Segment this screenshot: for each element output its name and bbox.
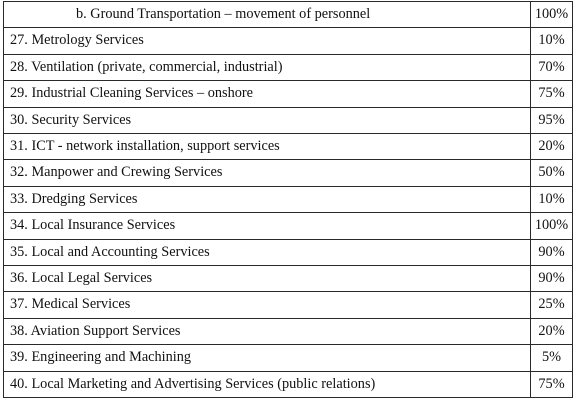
service-percentage: 75% bbox=[531, 81, 573, 107]
table-row bbox=[4, 160, 573, 186]
service-percentage: 5% bbox=[531, 345, 573, 371]
service-name: 39. Engineering and Machining bbox=[4, 345, 531, 371]
service-percentage: 25% bbox=[531, 292, 573, 318]
services-table bbox=[3, 1, 573, 398]
service-percentage: 100% bbox=[531, 2, 573, 28]
service-percentage: 100% bbox=[531, 213, 573, 239]
service-name: 27. Metrology Services bbox=[4, 28, 531, 54]
service-name: 32. Manpower and Crewing Services bbox=[4, 160, 531, 186]
service-percentage: 95% bbox=[531, 107, 573, 133]
table-row bbox=[4, 345, 573, 371]
service-name: 30. Security Services bbox=[4, 107, 531, 133]
service-name: 29. Industrial Cleaning Services – onshore bbox=[4, 81, 531, 107]
service-percentage: 10% bbox=[531, 28, 573, 54]
table-row bbox=[4, 213, 573, 239]
service-percentage: 10% bbox=[531, 186, 573, 212]
service-name: 35. Local and Accounting Services bbox=[4, 239, 531, 265]
service-percentage: 20% bbox=[531, 134, 573, 160]
table-row bbox=[4, 2, 573, 28]
service-name: 34. Local Insurance Services bbox=[4, 213, 531, 239]
table-row bbox=[4, 81, 573, 107]
service-name: b. Ground Transportation – movement of personnel bbox=[4, 2, 531, 28]
service-percentage: 20% bbox=[531, 318, 573, 344]
service-name: 38. Aviation Support Services bbox=[4, 318, 531, 344]
service-name: 28. Ventilation (private, commercial, industrial) bbox=[4, 54, 531, 80]
service-percentage: 50% bbox=[531, 160, 573, 186]
table-row bbox=[4, 186, 573, 212]
table-row bbox=[4, 107, 573, 133]
service-name: 40. Local Marketing and Advertising Services (public relations) bbox=[4, 371, 531, 397]
table-row bbox=[4, 266, 573, 292]
service-percentage: 70% bbox=[531, 54, 573, 80]
service-name: 33. Dredging Services bbox=[4, 186, 531, 212]
table-row bbox=[4, 371, 573, 397]
table-row bbox=[4, 54, 573, 80]
service-name: 31. ICT - network installation, support services bbox=[4, 134, 531, 160]
table-row bbox=[4, 28, 573, 54]
service-percentage: 75% bbox=[531, 371, 573, 397]
table-row bbox=[4, 134, 573, 160]
service-name: 37. Medical Services bbox=[4, 292, 531, 318]
service-percentage: 90% bbox=[531, 266, 573, 292]
service-name: 36. Local Legal Services bbox=[4, 266, 531, 292]
service-percentage: 90% bbox=[531, 239, 573, 265]
table-row bbox=[4, 292, 573, 318]
table-row bbox=[4, 318, 573, 344]
table-row bbox=[4, 239, 573, 265]
